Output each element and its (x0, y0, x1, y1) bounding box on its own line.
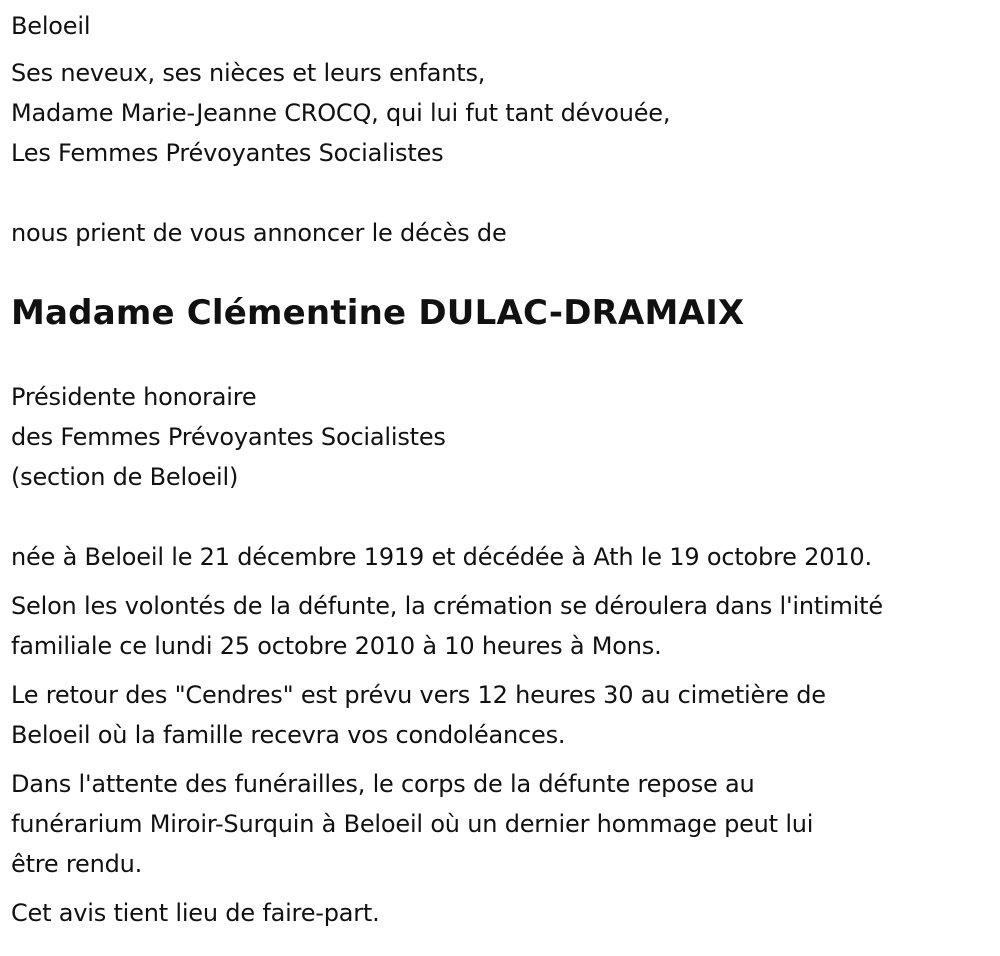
titles-block (11, 377, 1000, 497)
closing-line: Cet avis tient lieu de faire-part. (11, 899, 380, 927)
announcers-block (11, 53, 1000, 173)
title-line: (section de Beloeil) (11, 463, 239, 491)
intro-text: nous prient de vous annoncer le décès de (11, 219, 507, 247)
announcer-line: Ses neveux, ses nièces et leurs enfants, (11, 59, 486, 87)
place-name: Beloeil (11, 12, 91, 40)
dates-paragraph: née à Beloeil le 21 décembre 1919 et décédée à Ath le 19 octobre 2010. (11, 543, 872, 571)
paragraph-line: Selon les volontés de la défunte, la crémation se déroulera dans l'intimité (11, 592, 883, 620)
paragraph-line: Beloeil où la famille recevra vos condoléances. (11, 721, 566, 749)
announcer-line: Madame Marie-Jeanne CROCQ, qui lui fut tant dévouée, (11, 99, 671, 127)
title-line: Présidente honoraire (11, 383, 257, 411)
paragraph-line: funérarium Miroir-Surquin à Beloeil où un dernier hommage peut lui (11, 810, 814, 838)
deceased-name: Madame Clémentine DULAC-DRAMAIX (11, 293, 745, 333)
title-line: des Femmes Prévoyantes Socialistes (11, 423, 446, 451)
cremation-paragraph (11, 586, 1000, 666)
ashes-paragraph (11, 675, 1000, 755)
paragraph-line: être rendu. (11, 850, 143, 878)
paragraph-line: Dans l'attente des funérailles, le corps de la défunte repose au (11, 770, 755, 798)
announcer-line: Les Femmes Prévoyantes Socialistes (11, 139, 444, 167)
paragraph-line: Le retour des "Cendres" est prévu vers 12 heures 30 au cimetière de (11, 681, 826, 709)
paragraph-line: familiale ce lundi 25 octobre 2010 à 10 heures à Mons. (11, 632, 662, 660)
funerarium-paragraph (11, 764, 1000, 884)
